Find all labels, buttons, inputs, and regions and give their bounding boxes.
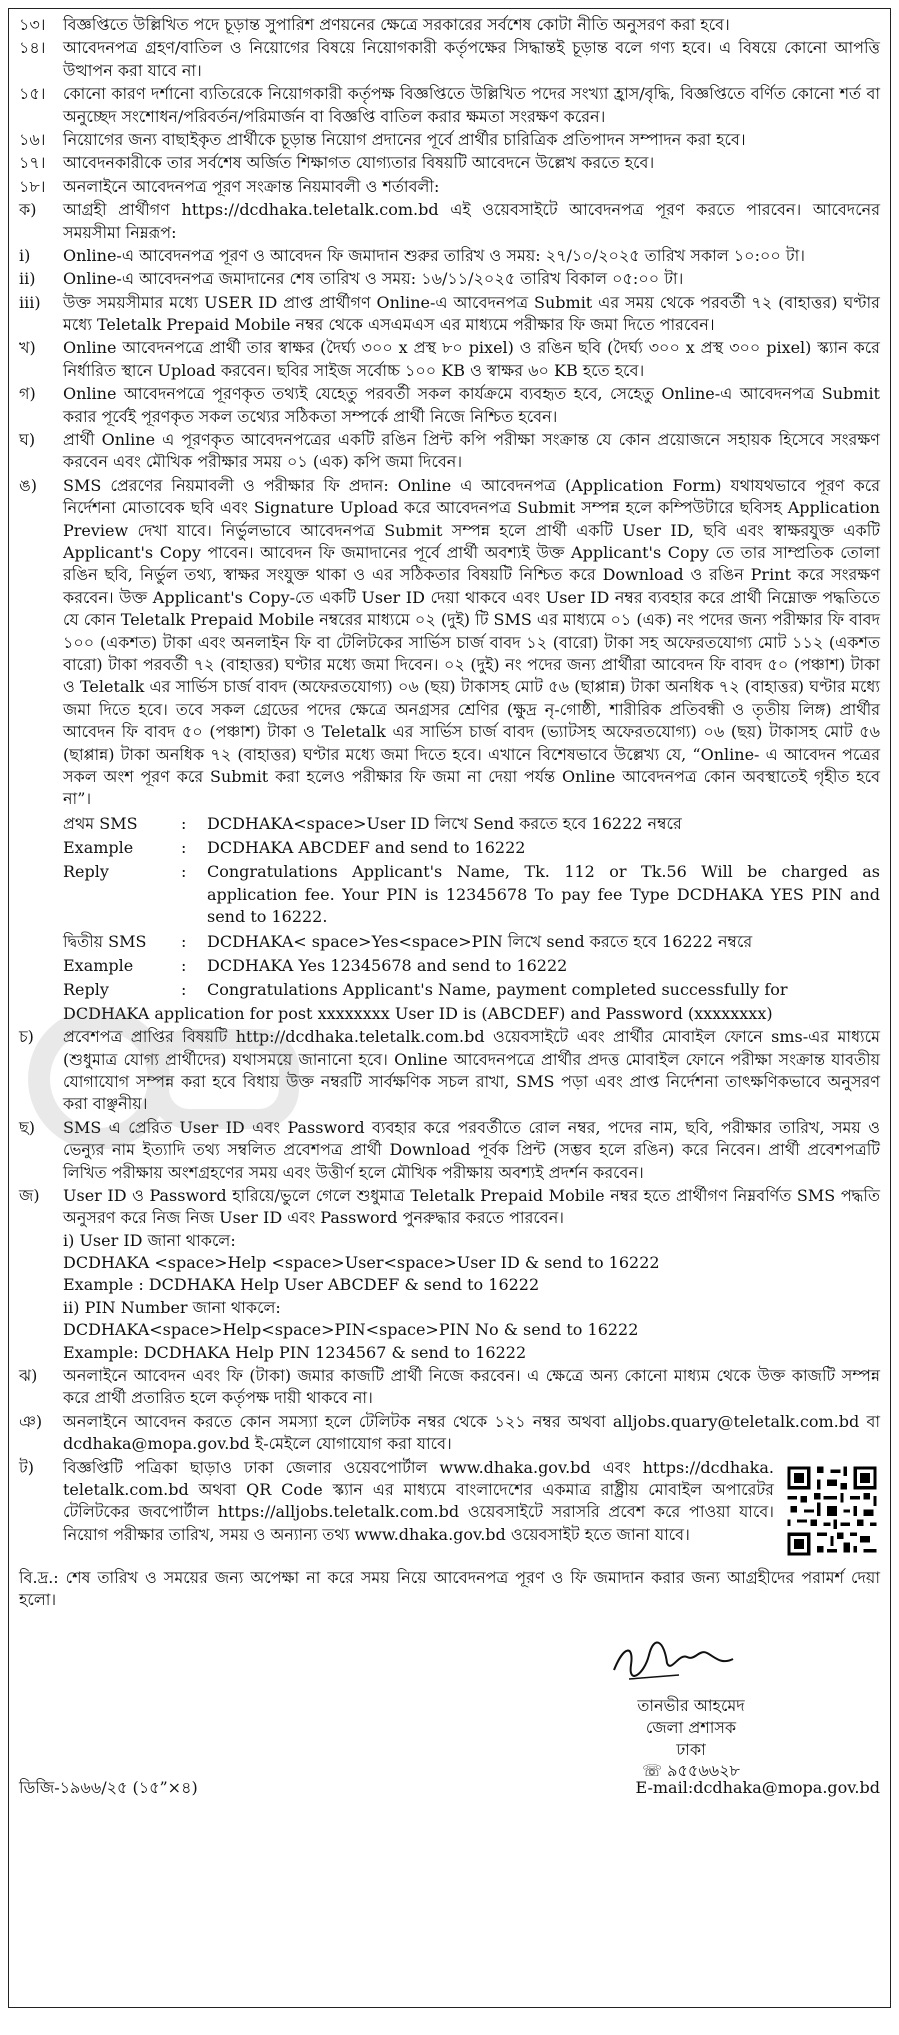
clause-text: বিজ্ঞপ্তিতে উল্লিখিত পদে চূড়ান্ত সুপারিশ প্রণয়নের ক্ষেত্রে সরকারের সর্বশেষ কোটা নীতি অনুসরণ করা হবে। (63, 15, 730, 34)
sms-sep: : (181, 838, 187, 858)
sms-value: Congratulations Applicant's Name, payment completed successfully for (207, 980, 788, 1000)
sms-sep: : (181, 862, 187, 882)
clause-text: অনলাইনে আবেদন এবং ফি (টাকা) জমার কাজটি প্রার্থী নিজে করবেন। এ ক্ষেত্রে অন্য কোনো মাধ্যম থেকে উক্ত কাজটি সম্পন্ন করে প্রার্থী প্রতারিত হলে কর্তৃপক্ষ দায়ী থাকবে না। (63, 1366, 880, 1408)
clause-item (19, 152, 880, 174)
footnote: বি.দ্র.: শেষ তারিখ ও সময়ের জন্য অপেক্ষা না করে সময় নিয়ে আবেদনপত্র পূরণ ও ফি জমাদান করার জন্য আগ্রহীদের পরামর্শ দেয়া হলো। (19, 1567, 880, 1609)
schedule-item (19, 268, 880, 290)
schedule-list (19, 245, 880, 337)
recovery-sms-line: Example: DCDHAKA Help PIN 1234567 & send to 16222 (63, 1342, 527, 1362)
signature-icon (609, 1635, 739, 1685)
sms-instructions (63, 812, 880, 1003)
clause-ga (19, 383, 880, 428)
clause-marker: ট) (19, 1457, 34, 1477)
recovery-sms-line: DCDHAKA<space>Help<space>PIN<space>PIN No & send to 16222 (63, 1320, 639, 1340)
clause-marker: ১৬। (19, 129, 46, 149)
sms-sep: : (181, 931, 187, 951)
clause-marker: ঝ) (19, 1366, 38, 1386)
clause-text: প্রার্থী Online এ পূরণকৃত আবেদনপত্রের একটি রঙিন প্রিন্ট কপি পরীক্ষা সংক্রান্ত যে কোন প্রয়োজনে সহায়ক হিসেবে সংরক্ষণ করবেন এবং মৌখিক পরীক্ষার সময় ০১ (এক) কপি জমা দিবেন। (63, 430, 880, 472)
footer-email[interactable]: E-mail:dcdhaka@mopa.gov.bd (635, 1778, 880, 1798)
clause-text: আগ্রহী প্রার্থীগণ https://dcdhaka.teletalk.com.bd এই ওয়েবসাইটে আবেদনপত্র পূরণ করতে পারবেন। আবেদনের সময়সীমা নিম্নরূপ: (63, 200, 880, 242)
clause-text: Online আবেদনপত্রে পূরণকৃত তথ্যই যেহেতু পরবর্তী সকল কার্যক্রমে ব্যবহৃত হবে, সেহেতু Online-এ আবেদনপত্র Submit করার পূর্বেই পূরণকৃত সকল তথ্যের সঠিকতা সম্পর্কে প্রার্থী নিজে নিশ্চিত হবেন। (63, 384, 880, 426)
clause-marker: ঘ) (19, 430, 36, 450)
qr-code-icon[interactable] (784, 1463, 880, 1559)
clause-text: Online আবেদনপত্রে প্রার্থী তার স্বাক্ষর (দৈর্ঘ্য ৩০০ x প্রস্থ ৮০ pixel) ও রঙিন ছবি (দৈর্ঘ্য ৩০০ x প্রস্থ ৩০০ pixel) স্ক্যান করে নির্ধারিত স্থানে Upload করবেন। ছবির সাইজ সর্বোচ্চ ১০০ KB ও স্বাক্ষর ৬০ KB হতে হবে। (63, 338, 880, 380)
clause-marker: চ) (19, 1027, 34, 1047)
clause-text: SMS এ প্রেরিত User ID এবং Password ব্যবহার করে পরবর্তীতে রোল নম্বর, পদের নাম, ছবি, পরীক্ষার তারিখ, সময় ও ভেন্যুর নাম ইত্যাদি তথ্য সম্বলিত প্রবেশপত্র প্রার্থী Download পূর্বক প্রিন্ট (সম্ভব হলে রঙিন) করে নিবেন। প্রার্থী প্রবেশপত্রটি লিখিত পরীক্ষায় অংশগ্রহণের সময় এবং উত্তীর্ণ হলে মৌখিক পরীক্ষায় অবশ্যই প্রদর্শন করবেন। (63, 1117, 880, 1182)
clause-marker: জ) (19, 1185, 40, 1205)
clause-nio (19, 1411, 880, 1456)
clause-item (19, 83, 880, 128)
sms-value: DCDHAKA< space>Yes<space>PIN লিখে send করতে হবে 16222 নম্বরে (207, 931, 753, 951)
clause-marker: i) (19, 245, 31, 265)
sms-label: Reply (63, 980, 109, 1000)
clause-text: প্রবেশপত্র প্রাপ্তির বিষয়টি http://dcdhaka.teletalk.com.bd ওয়েবসাইটে এবং প্রার্থীর মোবাইল ফোনে sms-এর মাধ্যমে (শুধুমাত্র যোগ্য প্রার্থীদের) যথাসময়ে জানানো হবে। Online আবেদনপত্রে প্রার্থীর প্রদত্ত মোবাইল ফোনে পরীক্ষা সংক্রান্ত যাবতীয় যোগাযোগ সম্পন্ন করা হবে বিধায় উক্ত নম্বরটি সার্বক্ষণিক সচল রাখা, SMS পড়া এবং প্রাপ্ত নির্দেশনা তাৎক্ষণিকভাবে অনুসরণ করা বাঞ্ছনীয়। (63, 1027, 880, 1114)
sms-value: DCDHAKA Yes 12345678 and send to 16222 (207, 956, 568, 976)
signature-block (19, 1617, 880, 1781)
clause-text: কোনো কারণ দর্শানো ব্যতিরেকে নিয়োগকারী কর্তৃপক্ষ বিজ্ঞপ্তিতে উল্লিখিত পদের সংখ্যা হ্রাস/বৃদ্ধি, বিজ্ঞপ্তিতে বর্ণিত কোনো শর্ত বা অনুচ্ছেদ সংশোধন/পরিবর্তন/পরিমার্জন বা বিজ্ঞপ্তি বাতিল করার ক্ষমতা সংরক্ষণ করেন। (63, 84, 880, 126)
sms-value: DCDHAKA ABCDEF and send to 16222 (207, 838, 526, 858)
sms-label: Example (63, 956, 134, 976)
clause-text: আবেদনকারীকে তার সর্বশেষ অর্জিত শিক্ষাগত যোগ্যতার বিষয়টি আবেদনে উল্লেখ করতে হবে। (63, 153, 655, 173)
clause-marker: ১৩। (19, 15, 46, 34)
official-phone: ☏ ৯৫৫৬৬২৮ (642, 1761, 740, 1781)
clause-item (19, 176, 880, 198)
clause-item (19, 37, 880, 82)
clause-marker: ঙ) (19, 475, 37, 495)
sms-reply-tail: DCDHAKA application for post xxxxxxxx User ID is (ABCDEF) and Password (xxxxxxxx) (63, 1003, 773, 1023)
clause-chha (19, 1117, 880, 1184)
sms-label: Reply (63, 862, 109, 882)
sms-label: প্রথম SMS (63, 813, 138, 833)
clause-text: SMS প্রেরণের নিয়মাবলী ও পরীক্ষার ফি প্রদান: Online এ আবেদনপত্র (Application Form) যথাযথভাবে পূরণ করে নির্দেশনা মোতাবেক ছবি এবং Signature Upload করে আবেদনপত্র Submit সম্পন্ন হলে কম্পিউটারে ছবিসহ Application Preview দেখা যাবে। নির্ভুলভাবে আবেদনপত্র Submit সম্পন্ন হলে প্রার্থী একটি User ID, ছবি এবং স্বাক্ষরযুক্ত একটি Applicant's Copy পাবেন। আবেদন ফি জমাদানের পূর্বে প্রার্থী অবশ্যই উক্ত Applicant's Copy তে তার সাম্প্রতিক তোলা রঙিন ছবি, নির্ভুল তথ্য, স্বাক্ষর সংযুক্ত থাকা ও এর সঠিকতার বিষয়টি নিশ্চিত করে Download ও রঙিন Print করে সংরক্ষণ করবেন। উক্ত Applicant's Copy-তে একটি User ID দেয়া থাকবে এবং User ID নম্বর ব্যবহার করে প্রার্থী নিম্নোক্ত পদ্ধতিতে যে কোন Teletalk Prepaid Mobile নম্বরের মাধ্যমে ০২ (দুই) টি SMS এর মাধ্যমে ০১ (এক) নং পদের জন্য পরীক্ষার ফি বাবদ ১০০ (একশত) টাকা এবং অনলাইন ফি বা টেলিটকের সার্ভিস চার্জ বাবদ ১২ (বারো) টাকা সহ অফেরতযোগ্য মোট ১১২ (একশত বারো) টাকা পরবর্তী ৭২ (বাহাত্তর) ঘণ্টার মধ্যে জমা দিবেন। ০২ (দুই) নং পদের জন্য প্রার্থীরা আবেদন ফি বাবদ ৫০ (পঞ্চাশ) টাকা ও Teletalk এর সার্ভিস চার্জ বাবদ (অফেরতযোগ্য) ০৬ (ছয়) টাকাসহ মোট ৫৬ (ছাপ্পান্ন) টাকা অনধিক ৭২ (বাহাত্তর) ঘণ্টার মধ্যে জমা দিতে হবে। তবে সকল গ্রেডের পদের ক্ষেত্রে অনগ্রসর শ্রেণির (ক্ষুদ্র নৃ-গোষ্ঠী, শারীরিক প্রতিবন্ধী ও তৃতীয় লিঙ্গ) প্রার্থীর আবেদন ফি বাবদ ৫০ (পঞ্চাশ) টাকা ও Teletalk এর সার্ভিস চার্জ বাবদ (ভ্যাটসহ অফেরতযোগ্য) ০৬ (ছয়) টাকাসহ মোট ৫৬ (ছাপ্পান্ন) টাকা অনধিক ৭২ (বাহাত্তর) ঘণ্টার মধ্যে জমা দিতে হবে। এখানে বিশেষভাবে উল্লেখ্য যে, “Online- এ আবেদন পত্রের সকল অংশ পূরণ করে Submit করা হলেও পরীক্ষার ফি জমা না দেয়া পর্যন্ত Online আবেদনপত্র কোন অবস্থাতেই গৃহীত হবে না”। (63, 475, 880, 809)
sms-sep: : (181, 813, 187, 833)
clause-text: আবেদনপত্র গ্রহণ/বাতিল ও নিয়োগের বিষয়ে নিয়োগকারী কর্তৃপক্ষের সিদ্ধান্তই চূড়ান্ত বলে গণ্য হবে। এ বিষয়ে কোনো আপত্তি উত্থাপন করা যাবে না। (63, 38, 880, 80)
clause-marker: ১৭। (19, 153, 46, 173)
clause-cha (19, 1026, 880, 1116)
clause-jha (19, 1365, 880, 1410)
clause-text: উক্ত সময়সীমার মধ্যে USER ID প্রাপ্ত প্রার্থীগণ Online-এ আবেদনপত্র Submit এর সময় থেকে পরবর্তী ৭২ (বাহাত্তর) ঘণ্টার মধ্যে Teletalk Prepaid Mobile নম্বর থেকে এসএমএস এর মাধ্যমে পরীক্ষার ফি জমা দিতে পারবেন। (63, 292, 880, 335)
recovery-sms-line: Example : DCDHAKA Help User ABCDEF & send to 16222 (63, 1275, 540, 1295)
clause-marker: গ) (19, 384, 36, 404)
clause-marker: ii) (19, 269, 36, 289)
clause-text: নিয়োগের জন্য বাছাইকৃত প্রার্থীকে চূড়ান্ত নিয়োগ প্রদানের পূর্বে প্রার্থীর চারিত্রিক প্রতিপাদন সম্পাদন করা হবে। (63, 129, 746, 149)
clause-ta (19, 1457, 880, 1559)
clause-text: অনলাইনে আবেদন করতে কোন সমস্যা হলে টেলিটক নম্বর থেকে ১২১ নম্বর অথবা alljobs.quary@teletalk.com.bd বা dcdhaka@mopa.gov.bd ই-মেইলে যোগাযোগ করা যাবে। (63, 1411, 880, 1454)
clause-text: বিজ্ঞপ্তিটি পত্রিকা ছাড়াও ঢাকা জেলার ওয়েবপোর্টাল www.dhaka.gov.bd এবং https://dcdhaka. teletalk.com.bd অথবা QR Code স্ক্যান এর মাধ্যমে বাংলাদেশের একমাত্র রাষ্ট্রীয় মোবাইল অপারেটর টেলিটকের জবপোর্টাল https://alljobs.teletalk.com.bd ওয়েবসাইটে সরাসরি প্রবেশ করে পাওয়া যাবে। নিয়োগ পরীক্ষার তারিখ, সময় ও অন্যান্য তথ্য www.dhaka.gov.bd ওয়েবসাইট হতে জানা যাবে। (63, 1457, 774, 1544)
notice-page (8, 8, 891, 2008)
clause-marker: ১৮। (19, 176, 46, 196)
clause-marker: খ) (19, 338, 36, 358)
clause-ja (19, 1185, 880, 1364)
footer-code: ডিজি-১৯৬৬/২৫ (১৫”×৪) (19, 1778, 198, 1798)
sms-value: DCDHAKA<space>User ID লিখে Send করতে হবে 16222 নম্বরে (207, 813, 682, 833)
clause-text: Online-এ আবেদনপত্র জমাদানের শেষ তারিখ ও সময়: ১৬/১১/২০২৫ তারিখ বিকাল ০৫:০০ টা। (63, 269, 684, 289)
clause-marker: ১৪। (19, 38, 46, 58)
clause-gha (19, 429, 880, 474)
clause-text: Online-এ আবেদনপত্র পূরণ ও আবেদন ফি জমাদান শুরুর তারিখ ও সময়: ২৭/১০/২০২৫ তারিখ সকাল ১০:০০ টা। (63, 245, 805, 265)
recovery-sms-line: i) User ID জানা থাকলে: (63, 1230, 236, 1250)
schedule-item (19, 245, 880, 267)
clause-item (19, 14, 880, 36)
official-details (631, 1695, 751, 1781)
schedule-item (19, 292, 880, 337)
clause-ka (19, 199, 880, 244)
recovery-sms-line: ii) PIN Number জানা থাকলে: (63, 1297, 281, 1317)
recovery-sms-line: DCDHAKA <space>Help <space>User<space>User ID & send to 16222 (63, 1253, 660, 1273)
clause-kha (19, 337, 880, 382)
sms-sep: : (181, 980, 187, 1000)
clause-marker: ১৫। (19, 84, 46, 104)
sms-label: দ্বিতীয় SMS (63, 931, 147, 951)
sms-sep: : (181, 956, 187, 976)
official-designation: জেলা প্রশাসক (645, 1717, 737, 1737)
clause-uma (19, 475, 880, 811)
official-place: ঢাকা (676, 1739, 706, 1759)
clause-item (19, 129, 880, 151)
numbered-clauses (19, 14, 880, 198)
clause-text: অনলাইনে আবেদনপত্র পূরণ সংক্রান্ত নিয়মাবলী ও শর্তাবলী: (63, 176, 440, 196)
clause-text: User ID ও Password হারিয়ে/ভুলে গেলে শুধুমাত্র Teletalk Prepaid Mobile নম্বর হতে প্রার্থীগণ নিম্নবর্ণিত SMS পদ্ধতি অনুসরণ করে নিজ নিজ User ID এবং Password পুনরুদ্ধার করতে পারবেন। (63, 1185, 880, 1228)
recovery-sms-list (63, 1230, 880, 1364)
clause-marker: ঞ) (19, 1411, 43, 1431)
sms-value: Congratulations Applicant's Name, Tk. 112 or Tk.56 Will be charged as application fee. Your PIN is 12345678 To pay fee Type DCDHAKA YES PIN and send to 16222. (207, 862, 880, 927)
clause-marker: ছ) (19, 1117, 35, 1137)
clause-marker: ক) (19, 200, 37, 220)
sms-label: Example (63, 838, 134, 858)
clause-marker: iii) (19, 292, 41, 312)
official-name: তানভীর আহমেদ (637, 1696, 745, 1716)
